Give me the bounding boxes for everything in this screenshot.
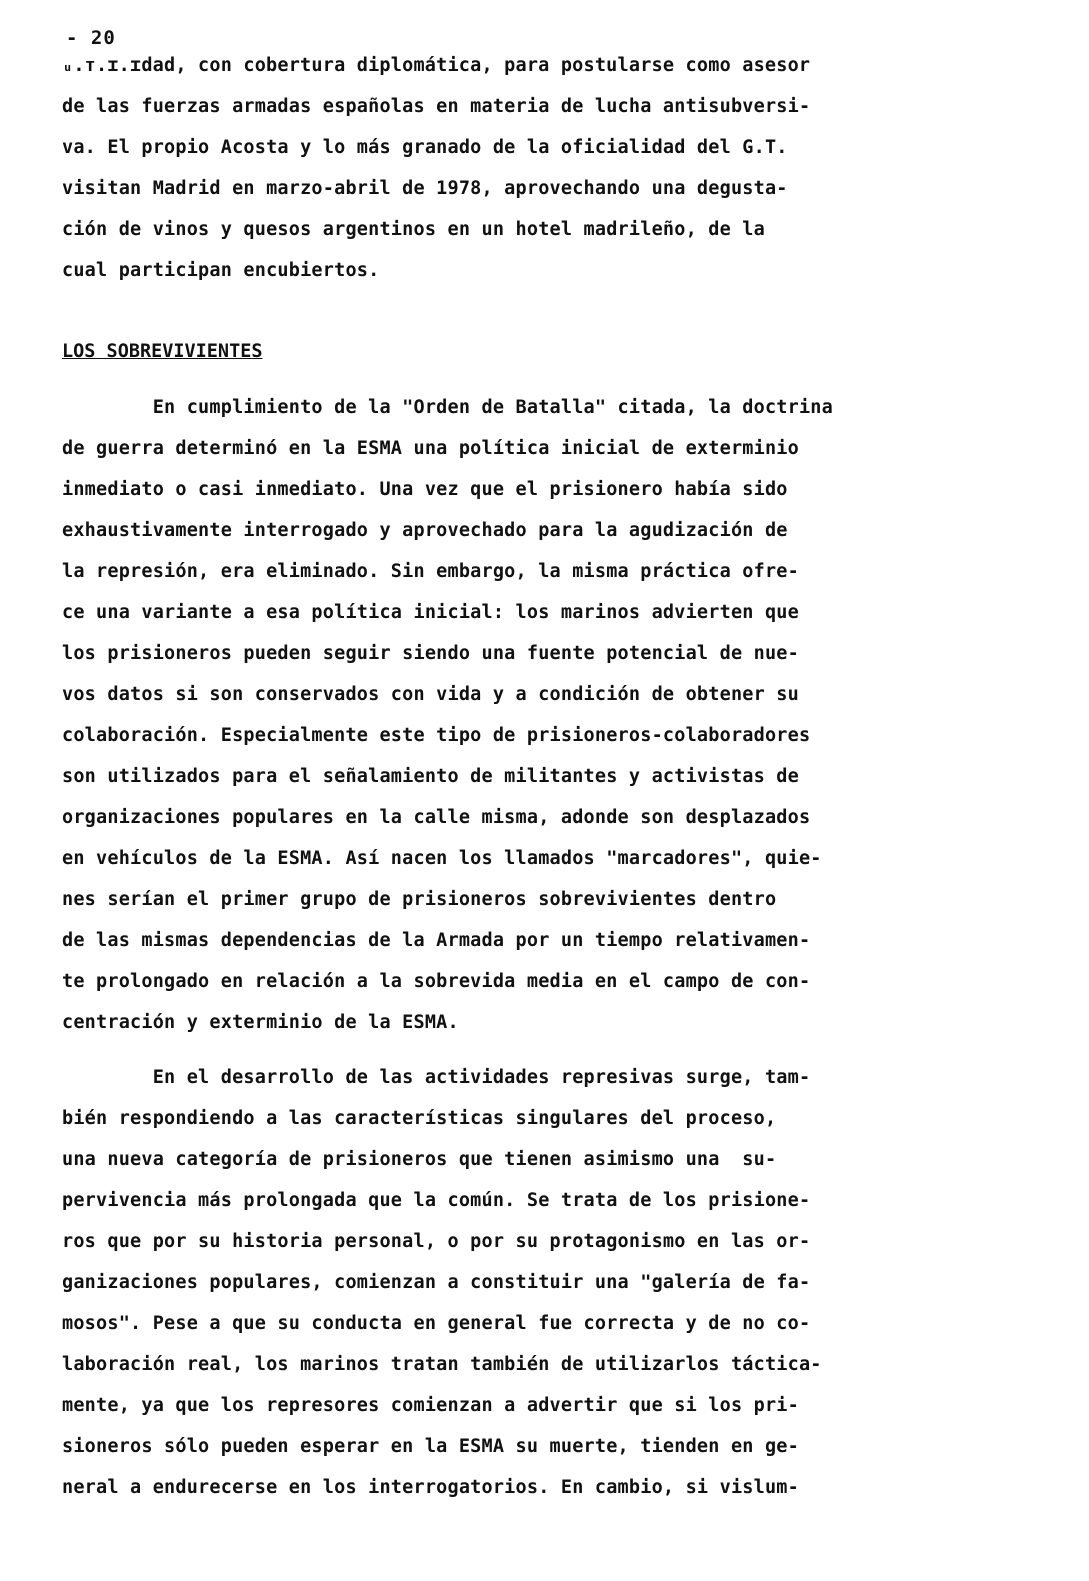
- text-line: sioneros sólo pueden esperar en la ESMA su muerte, tienden en ge-: [62, 1436, 799, 1457]
- text-line: la represión, era eliminado. Sin embargo, la misma práctica ofre-: [62, 561, 799, 582]
- text-line: pervivencia más prolongada que la común. Se trata de los prisione-: [62, 1190, 811, 1211]
- text-line: de las fuerzas armadas españolas en materia de lucha antisubversi-: [62, 96, 811, 117]
- text-line: neral a endurecerse en los interrogatorios. En cambio, si vislum-: [62, 1477, 799, 1498]
- text-line: de guerra determinó en la ESMA una política inicial de exterminio: [62, 438, 799, 459]
- text-line: ción de vinos y quesos argentinos en un hotel madrileño, de la: [62, 219, 765, 240]
- text-line: laboración real, los marinos tratan también de utilizarlos tácticа-: [62, 1354, 822, 1375]
- page-number: - 20: [66, 27, 116, 49]
- section-heading: LOS SOBREVIVIENTES: [62, 341, 263, 362]
- text-line: inmediato o casi inmediato. Una vez que el prisionero había sido: [62, 479, 788, 500]
- text-line: ganizaciones populares, comienzan a constituir una "galería de fa-: [62, 1272, 811, 1293]
- text-line: bién respondiendo a las características singulares del proceso,: [62, 1108, 777, 1129]
- text-line: En el desarrollo de las actividades represivas surge, tam-: [62, 1067, 811, 1088]
- text-line: ros que por su historia personal, o por su protagonismo en las or-: [62, 1231, 811, 1252]
- text-line: colaboración. Especialmente este tipo de prisioneros-colaboradores: [62, 725, 811, 746]
- text-line: centración y exterminio de la ESMA.: [62, 1012, 459, 1033]
- text-line: visitan Madrid en marzo-abril de 1978, aprovechando una degusta-: [62, 178, 788, 199]
- text-line: exhaustivamente interrogado y aprovechado para la agudización de: [62, 520, 788, 541]
- text-line: de las mismas dependencias de la Armada por un tiempo relativamen-: [62, 930, 811, 951]
- text-line: cual participan encubiertos.: [62, 260, 380, 281]
- text-line: son utilizados para el señalamiento de militantes y activistas de: [62, 766, 799, 787]
- text-line: En cumplimiento de la "Orden de Batalla" citada, la doctrina: [62, 397, 833, 418]
- text-line: ᵤ.ᴛ.ɪ.ɪdad, con cobertura diplomática, para postularse como asesor: [62, 55, 811, 76]
- text-line: los prisioneros pueden seguir siendo una fuente potencial de nue-: [62, 643, 799, 664]
- text-line: mente, ya que los represores comienzan a advertir que si los pri-: [62, 1395, 799, 1416]
- text-line: en vehículos de la ESMA. Así nacen los llamados "marcadores", quie-: [62, 848, 822, 869]
- text-line: vos datos si son conservados con vida y a condición de obtener su: [62, 684, 799, 705]
- text-line: mosos". Pese a que su conducta en general fue correcta y de no co-: [62, 1313, 811, 1334]
- text-line: nes serían el primer grupo de prisioneros sobrevivientes dentro: [62, 889, 777, 910]
- text-line: ce una variante a esa política inicial: los marinos advierten que: [62, 602, 799, 623]
- text-line: va. El propio Acosta y lo más granado de la oficialidad del G.T.: [62, 137, 788, 158]
- text-line: una nueva categoría de prisioneros que tienen asimismo una su-: [62, 1149, 777, 1170]
- text-line: te prolongado en relación a la sobrevida media en el campo de con-: [62, 971, 811, 992]
- text-line: organizaciones populares en la calle misma, adonde son desplazados: [62, 807, 811, 828]
